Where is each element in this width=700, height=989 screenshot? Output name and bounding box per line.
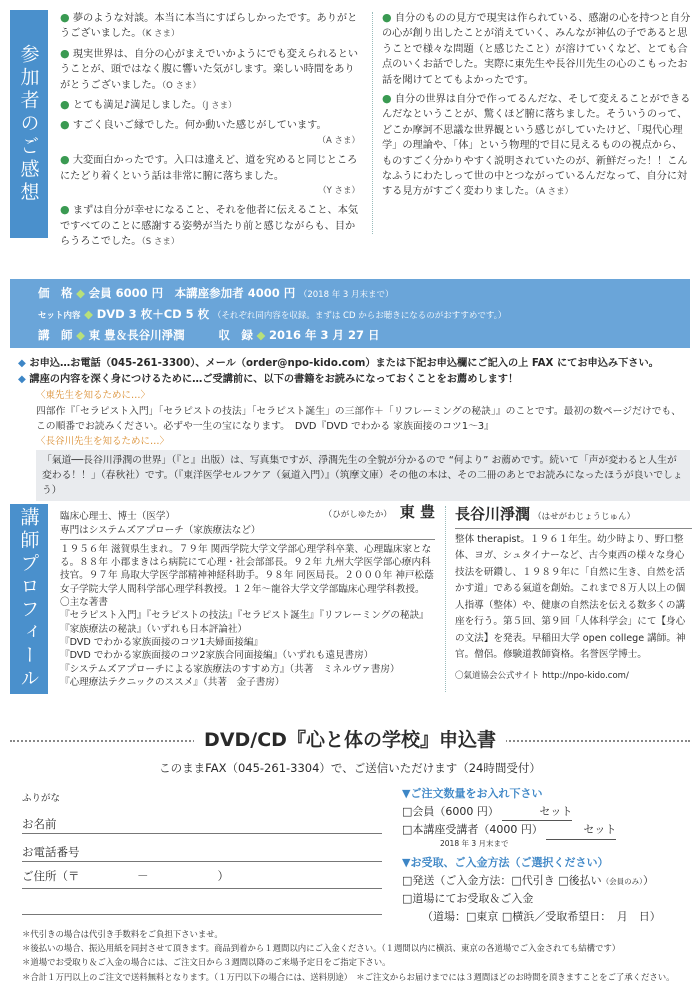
venue-option[interactable]: □道場にてお受取＆ご入金	[402, 892, 534, 905]
phone-field[interactable]	[22, 861, 382, 862]
price-band	[10, 279, 690, 348]
phone-label: お電話番号	[22, 845, 80, 859]
instructor-title: 講師プロフィール	[17, 507, 40, 691]
testimonials-right-column	[382, 10, 692, 204]
testimonial-item: ● まずは自分が幸せになること、それを他者に伝えること、本気ですべてのことに感謝する姿勢が当たり前と感じながらも、目からうろこでした。（S さま）	[60, 203, 359, 248]
deepen-line: ◆ 講座の内容を深く身につけるために…ご受講前に、以下の書籍をお読みになっておくことをお薦めします！	[18, 374, 519, 385]
info-section	[18, 356, 690, 501]
divider	[60, 539, 435, 540]
higashi-heading: 〈東先生を知るために…〉	[36, 390, 151, 401]
testimonial-item: ● 自分のものの見方で現実は作られている、感謝の心を持つと自分の心が創り出したことが消えていく、みんなが神仏の子であると思うことで様々な問題（と感じたこと）が溶けていくなど、とても合点のいくお話でした。実際に東先生や長谷川先生の心のこもったお話を聞けてとてもよかったです。	[382, 11, 691, 86]
divider	[455, 528, 692, 529]
testimonials-sidebar	[10, 10, 48, 238]
testimonial-item: ● 夢のような対談。本当に本当にすばらしかったです。ありがとうございました。（K さま）	[60, 11, 358, 40]
higashi-text: 四部作『「セラピスト入門」「セラピストの技法」「セラピスト誕生」の三部作＋「リフレーミングの秘訣」』のことです。最初の数ページだけでも、この順番でお読みください。必ずや一生の宝になります。 DVD『DVD でわかる 家族面接のコツ1〜3』	[36, 406, 682, 432]
testimonial-item: ● 自分の世界は自分で作ってるんだな、そして変えることができるんだなということが、驚くほど腑に落ちました。そういうのって、どこか摩訶不思議な世界観という感じがしていたけど、「現代心理学」の理論や、「体」という物理的で目に見えるものの視点から、ものすごく分かりやすく説明されていたのが、新鮮だった！！こんなふうにわたしって世の中とつながっているんだなって、自分に対する見方がすごく変わりました。（A さま）	[382, 92, 691, 198]
hasegawa-profile: 長谷川淨潤 （はせがわじょうじゅん） 整体 therapist。１９６１年生。幼少時より、野口整体、ヨガ、シュタイナーなど、古今東西の様々な身心技法を研鑽し、１９８９年に「自然に生き、自然を活かす道」である氣道を創始。これまで８万人以上の個人指導（整体）や、健康の自然法を伝える数多くの講座を行う。第５回、第９回「人体科学会」にて【身心の文法】を発表。早稲田大学 open college 講師。神官。僧侶。修験道教師資格。名誉医学博士。 〇氣道協会公式サイト http://npo-kido.com/	[455, 506, 692, 684]
member-option[interactable]: □会員（6000 円） セット	[402, 803, 692, 822]
testimonials-left-column	[60, 10, 360, 254]
testimonial-item: ● 現実世界は、自分の心がまえでいかようにでも変えられるということが、頭ではなく腹に響いた気がします。楽しい時間をありがとうございました。（O さま）	[60, 46, 359, 91]
shipping-option[interactable]: □発送（ご入金方法：□代引き □後払い（会員のみ））	[402, 873, 654, 887]
testimonials-title: 参加者のご感想	[17, 43, 40, 205]
order-form-title: DVD/CD『心と体の学校』申込書	[0, 725, 700, 752]
price-row: 価 格 ◆ 会員 6000 円 本講座参加者 4000 円 （2018 年 3 月末まで）	[38, 286, 394, 300]
venue-detail: （道場：□東京 □横浜／受取希望日： 月 日）	[422, 909, 661, 923]
apply-line: ◆ お申込…お電話（045-261-3300）、メール（order@npo-kido.com）または下記お申込欄にご記入の上 FAX にてお申込み下さい。	[18, 358, 659, 369]
testimonial-item: ● とても満足♪満足しました。（J さま）	[60, 98, 237, 112]
hasegawa-header: 長谷川淨潤 （はせがわじょうじゅん）	[455, 505, 636, 523]
student-option[interactable]: □本講座受講者（4000 円） セット	[402, 821, 692, 840]
lecturer-row: 講 師 ◆ 東 豊＆長谷川淨潤 収 録 ◆ 2016 年 3 月 27 日	[38, 328, 380, 342]
order-notes: ＊代引きの場合は代引き手数料をご負担下さいませ。 ＊後払いの場合、振込用紙を同封させて頂きます。商品到着から１週間以内にご入金ください。（１週間以内に横浜、東京の各道場でご入金されても結構です） ＊道場でお受取り＆ご入金の場合には、ご注文日から３週間以降のご来場予定日をご指定下さい。 ＊合計１万円以上のご注文で送料無料となります。（１万円以下の場合には、送料別途） ＊ご注文からお届けまでには３週間ほどのお時間を頂きますことをご了承ください。	[22, 929, 675, 982]
order-form-subtitle: このままFAX（045-261-3304）で、ご送信いただけます（24時間受付）	[159, 761, 541, 775]
testimonial-item: ● 大変面白かったです。入口は違えど、道を究めると同じところにたどり着くという話は非常に腑に落ちました。 （Y さま）	[60, 153, 360, 197]
column-divider	[372, 12, 373, 234]
address-field[interactable]	[22, 888, 382, 889]
testimonial-item: ● すごく良いご縁でした。何か動いた感じがしています。 （A さま）	[60, 118, 360, 146]
furigana-label: ふりがな	[22, 793, 61, 804]
hasegawa-text: 「氣道──長谷川淨潤の世界」（『と』出版）は、写真集ですが、淨潤先生の全貌が分かるので “何より” お薦めです。続いて「声が変わると人生が変わる！！」（春秋社）です。（『東洋医学セルフケア（氣道入門）』（筑摩文庫）その他の本は、その二冊のあとでお読みになったほうが良いでしょう）	[36, 450, 690, 501]
set-row: セット内容 ◆ DVD 3 枚＋CD 5 枚 （それぞれ同内容を収録。まずは CD からお聴きになるのがおすすめです。）	[38, 307, 507, 321]
higashi-header: （ひがしゆたか） 東 豊	[323, 503, 435, 521]
address-label: ご住所（〒 － ）	[22, 869, 229, 883]
order-options: ▼ご注文数量をお入れ下さい □会員（6000 円） セット □本講座受講者（4000 円） セット 2018 年 3 月末まで ▼お受取、ご入金方法（ご選択ください） □発送（ご入金方法：□代引き □後払い（会員のみ）） □道場にてお受取＆ご入金 （道場：□東京 □横浜／受取希望日： 月 日）	[402, 785, 692, 925]
address-field-2[interactable]	[22, 914, 382, 915]
higashi-profile: （ひがしゆたか） 東 豊 臨床心理士、博士（医学） 専門はシステムズアプローチ（家族療法など） １９５６年 滋賀県生まれ。７９年 関西学院大学文学部心理学科卒業、心理臨床家となる。８８年 小郡まきはら病院にて心理・社会部部長。９２年 九州大学医学部心療内科技官。９７年 鳥取大学医学部精神神経科助手。９８年 同医局長。２０００年 神戸松蔭女子学院大学人間科学部心理学科教授。１２年〜龍谷大学文学部臨床心理学科教授。 〇主な著書 『セラピスト入門』『セラピストの技法』『セラピスト誕生』『リフレーミングの秘訣』 『家族療法の秘訣』（いずれも日本評論社） 『DVD でわかる家族面接のコツ1夫婦面接編』 『DVD でわかる家族面接のコツ2家族合同面接編』（いずれも遠見書房） 『システムズアプローチによる家族療法のすすめ方』（共著 ミネルヴァ書房） 『心理療法テクニックのススメ』（共著 金子書房）	[60, 503, 435, 688]
instructor-sidebar	[10, 504, 48, 694]
column-divider	[445, 506, 446, 692]
name-label: お名前	[22, 817, 57, 831]
name-field[interactable]	[22, 833, 382, 834]
official-site[interactable]: 〇氣道協会公式サイト http://npo-kido.com/	[455, 670, 629, 681]
hasegawa-heading: 〈長谷川先生を知るために…〉	[36, 436, 170, 447]
